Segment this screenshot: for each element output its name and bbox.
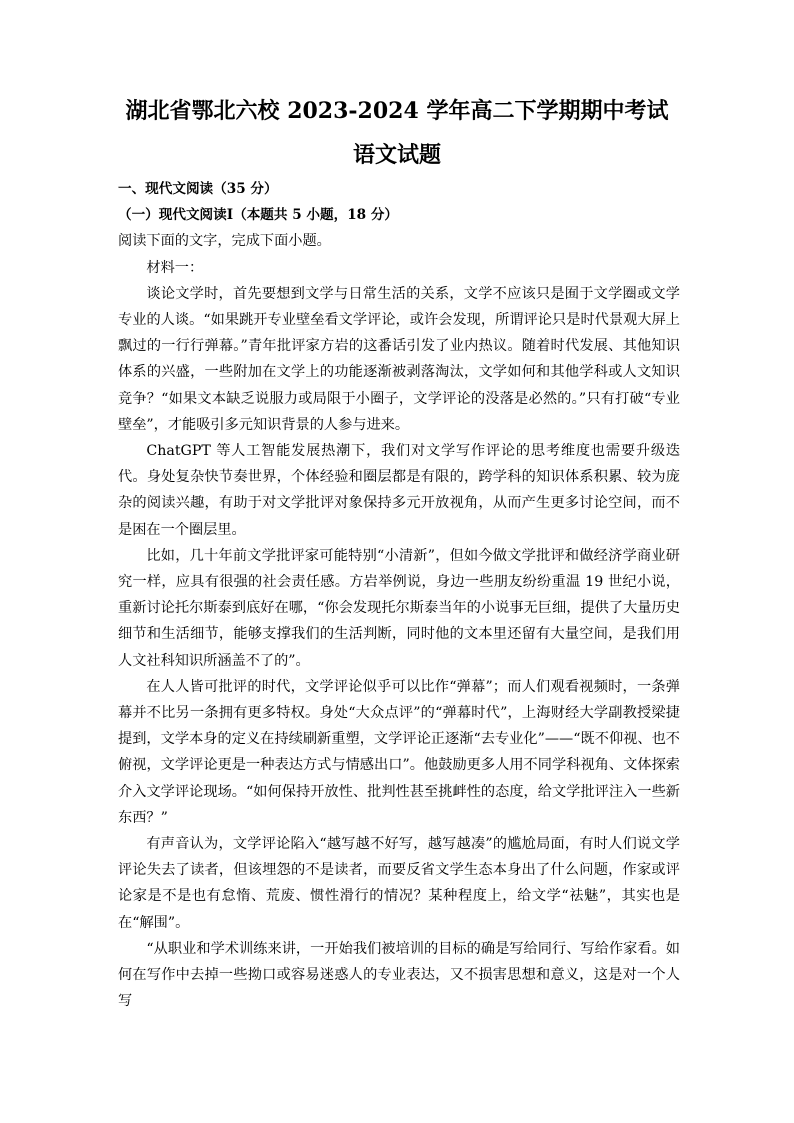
exam-subtitle: 语文试题 (352, 142, 441, 168)
paragraph: 在人人皆可批评的时代，文学评论似乎可以比作“弹幕”；而人们观看视频时，一条弹幕并不比另一条拥有更多特权。身处“大众点评”的“弹幕时代”，上海财经大学副教授梁捷提到，文学本身的定义在持续刷新重塑，文学评论正逐渐“去专业化”——“既不仰视、也不俯视，文学评论更是一种表达方式与情感出口”。他鼓励更多人用不同学科视角、文体探索介入文学评论现场。“如何保持开放性、批判性甚至挑衅性的态度，给文学批评注入一些新东西？” (118, 678, 680, 826)
paragraph: 比如，几十年前文学批评家可能特别“小清新”，但如今做文学批评和做经济学商业研究一样，应具有很强的社会责任感。方岩举例说，身边一些朋友纷纷重温 19 世纪小说，重新讨论托尔斯泰到底好在哪，“你会发现托尔斯泰当年的小说事无巨细，提供了大量历史细节和生活细节，能够支撑我们的生活判断，同时他的文本里还留有大量空间，是我们用人文社科知识所涵盖不了的”。 (118, 547, 680, 669)
reading-section (118, 176, 680, 1015)
paragraph: 谈论文学时，首先要想到文学与日常生活的关系，文学不应该只是囿于文学圈或文学专业的人谈。“如果跳开专业壁垒看文学评论，或许会发现，所谓评论只是时代景观大屏上飘过的一行行弹幕。”青年批评家方岩的这番话引发了业内热议。随着时代发展、其他知识体系的兴盛，一些附加在文学上的功能逐渐被剥落淘汰，文学如何和其他学科或人文知识竞争？“如果文本缺乏说服力或局限于小圈子，文学评论的没落是必然的。”只有打破“专业壁垒”，才能吸引多元知识背景的人参与进来。 (118, 285, 680, 433)
section-heading: 一、现代文阅读（35 分） (118, 181, 278, 197)
paragraph: 有声音认为，文学评论陷入“越写越不好写，越写越凑”的尴尬局面，有时人们说文学评论失去了读者，但该埋怨的不是读者，而要反省文学生态本身出了什么问题，作家或评论家是不是也有怠惰、荒废、惯性滑行的情况？某种程度上，给文学“祛魅”，其实也是在“解围”。 (118, 836, 680, 931)
paragraph: ChatGPT 等人工智能发展热潮下，我们对文学写作评论的思考维度也需要升级迭代。身处复杂快节奏世界，个体经验和圈层都是有限的，跨学科的知识体系积累、较为庞杂的阅读兴趣，有助于对文学批评对象保持多元开放视角，从而产生更多讨论空间，而不是困在一个圈层里。 (118, 443, 680, 538)
subsection-heading: （一）现代文阅读Ⅰ（本题共 5 小题，18 分） (118, 207, 399, 224)
instruction-text: 阅读下面的文字，完成下面小题。 (118, 233, 331, 250)
paragraph: “从职业和学术训练来讲，一开始我们被培训的目标的确是写给同行、写给作家看。如何在写作中去掉一些拗口或容易迷惑人的专业表达，又不损害思想和意义，这是对一个人写 (118, 940, 680, 1010)
material-label: 材料一： (146, 259, 204, 276)
exam-title: 湖北省鄂北六校 2023-2024 学年高二下学期期中考试 (125, 98, 669, 124)
